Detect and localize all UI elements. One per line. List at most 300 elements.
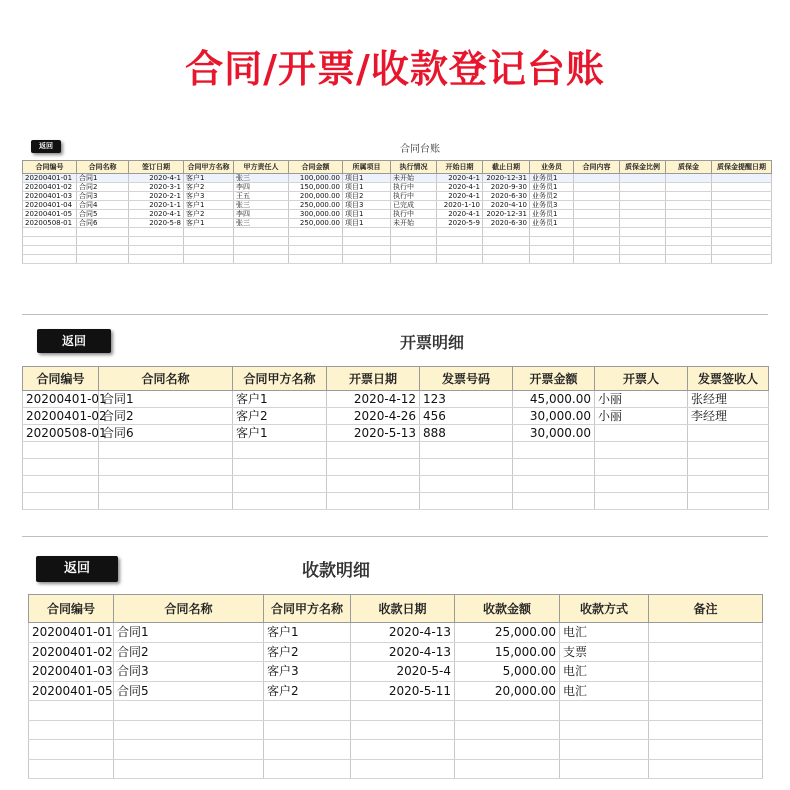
table-cell[interactable] bbox=[666, 228, 712, 237]
table-cell[interactable] bbox=[620, 210, 666, 219]
table-cell[interactable]: 2020-4-12 bbox=[327, 391, 420, 408]
table-cell[interactable] bbox=[77, 237, 129, 246]
table-cell[interactable] bbox=[560, 740, 649, 760]
table-cell[interactable] bbox=[688, 442, 769, 459]
table-cell[interactable]: 2020-6-30 bbox=[483, 192, 530, 201]
table-cell[interactable]: 2020-5-9 bbox=[437, 219, 483, 228]
section-divider bbox=[22, 536, 768, 537]
table-cell[interactable] bbox=[29, 720, 114, 740]
table-cell[interactable] bbox=[455, 701, 560, 721]
table-cell[interactable]: 250,000.00 bbox=[289, 201, 343, 210]
column-header: 合同编号 bbox=[23, 367, 99, 391]
table-cell[interactable] bbox=[620, 183, 666, 192]
invoice-back-button[interactable]: 返回 bbox=[37, 329, 111, 353]
table-cell[interactable]: 300,000.00 bbox=[289, 210, 343, 219]
table-cell[interactable] bbox=[351, 701, 455, 721]
table-cell[interactable]: 20200401-02 bbox=[29, 642, 114, 662]
table-cell[interactable] bbox=[437, 246, 483, 255]
table-row[interactable] bbox=[23, 219, 772, 228]
table-cell[interactable] bbox=[234, 246, 289, 255]
table-cell[interactable] bbox=[343, 228, 391, 237]
contract-ledger-title: 合同台账 bbox=[400, 144, 440, 155]
column-header: 发票签收人 bbox=[688, 367, 769, 391]
table-cell[interactable] bbox=[23, 442, 99, 459]
table-cell[interactable]: 已完成 bbox=[391, 201, 437, 210]
table-row[interactable] bbox=[29, 662, 763, 682]
table-cell[interactable]: 项目1 bbox=[343, 219, 391, 228]
table-cell[interactable]: 123 bbox=[420, 391, 513, 408]
table-cell[interactable]: 2020-4-1 bbox=[437, 183, 483, 192]
table-cell[interactable] bbox=[688, 425, 769, 442]
table-cell[interactable]: 合同2 bbox=[114, 642, 264, 662]
table-cell[interactable] bbox=[184, 237, 234, 246]
table-cell[interactable] bbox=[264, 720, 351, 740]
table-row[interactable] bbox=[23, 192, 772, 201]
table-cell[interactable]: 456 bbox=[420, 408, 513, 425]
table-cell[interactable]: 业务员1 bbox=[530, 210, 574, 219]
table-cell[interactable] bbox=[351, 759, 455, 779]
table-cell[interactable]: 客户2 bbox=[264, 681, 351, 701]
table-cell[interactable] bbox=[114, 720, 264, 740]
table-cell[interactable]: 李经理 bbox=[688, 408, 769, 425]
table-row[interactable] bbox=[23, 201, 772, 210]
table-cell[interactable]: 20200401-01 bbox=[23, 174, 77, 183]
table-cell[interactable] bbox=[574, 255, 620, 264]
table-cell[interactable] bbox=[560, 701, 649, 721]
table-cell[interactable]: 20200508-01 bbox=[23, 219, 77, 228]
table-cell[interactable]: 张经理 bbox=[688, 391, 769, 408]
table-cell[interactable]: 张三 bbox=[234, 174, 289, 183]
table-row[interactable] bbox=[23, 408, 769, 425]
empty-row[interactable] bbox=[23, 476, 769, 493]
table-cell[interactable]: 电汇 bbox=[560, 662, 649, 682]
table-cell[interactable]: 合同3 bbox=[77, 192, 129, 201]
table-cell[interactable]: 项目3 bbox=[343, 201, 391, 210]
table-cell[interactable] bbox=[233, 476, 327, 493]
table-cell[interactable]: 客户1 bbox=[184, 174, 234, 183]
table-cell[interactable] bbox=[437, 255, 483, 264]
table-cell[interactable]: 执行中 bbox=[391, 210, 437, 219]
table-cell[interactable] bbox=[712, 228, 772, 237]
table-cell[interactable]: 2020-5-8 bbox=[129, 219, 184, 228]
table-cell[interactable]: 20200401-04 bbox=[23, 201, 77, 210]
table-cell[interactable]: 250,000.00 bbox=[289, 219, 343, 228]
table-cell[interactable] bbox=[343, 246, 391, 255]
table-cell[interactable]: 100,000.00 bbox=[289, 174, 343, 183]
table-cell[interactable] bbox=[234, 237, 289, 246]
table-cell[interactable] bbox=[455, 759, 560, 779]
table-cell[interactable] bbox=[595, 476, 688, 493]
table-cell[interactable]: 支票 bbox=[560, 642, 649, 662]
table-cell[interactable] bbox=[289, 255, 343, 264]
table-cell[interactable]: 合同6 bbox=[99, 425, 233, 442]
table-cell[interactable]: 2020-6-30 bbox=[483, 219, 530, 228]
table-cell[interactable] bbox=[513, 493, 595, 510]
empty-row[interactable] bbox=[23, 228, 772, 237]
table-cell[interactable] bbox=[29, 701, 114, 721]
table-cell[interactable]: 合同4 bbox=[77, 201, 129, 210]
table-cell[interactable]: 30,000.00 bbox=[513, 408, 595, 425]
table-cell[interactable]: 业务员1 bbox=[530, 174, 574, 183]
table-cell[interactable] bbox=[712, 210, 772, 219]
table-cell[interactable] bbox=[712, 174, 772, 183]
table-cell[interactable]: 小丽 bbox=[595, 408, 688, 425]
table-cell[interactable] bbox=[712, 219, 772, 228]
table-cell[interactable]: 张三 bbox=[234, 219, 289, 228]
table-cell[interactable] bbox=[649, 701, 763, 721]
table-cell[interactable]: 合同2 bbox=[77, 183, 129, 192]
table-cell[interactable] bbox=[483, 246, 530, 255]
table-cell[interactable]: 20200401-01 bbox=[29, 623, 114, 643]
table-cell[interactable] bbox=[649, 720, 763, 740]
table-cell[interactable]: 200,000.00 bbox=[289, 192, 343, 201]
table-cell[interactable]: 客户3 bbox=[184, 192, 234, 201]
table-cell[interactable]: 20200401-05 bbox=[29, 681, 114, 701]
table-cell[interactable] bbox=[649, 740, 763, 760]
table-cell[interactable]: 合同2 bbox=[99, 408, 233, 425]
table-cell[interactable] bbox=[99, 442, 233, 459]
table-cell[interactable]: 2020-4-13 bbox=[351, 623, 455, 643]
empty-row[interactable] bbox=[29, 720, 763, 740]
table-cell[interactable]: 25,000.00 bbox=[455, 623, 560, 643]
table-cell[interactable]: 客户3 bbox=[264, 662, 351, 682]
table-cell[interactable]: 电汇 bbox=[560, 623, 649, 643]
table-cell[interactable] bbox=[129, 237, 184, 246]
table-cell[interactable]: 合同1 bbox=[114, 623, 264, 643]
table-cell[interactable] bbox=[595, 493, 688, 510]
table-cell[interactable] bbox=[391, 255, 437, 264]
table-cell[interactable]: 20200401-01 bbox=[23, 391, 99, 408]
table-cell[interactable] bbox=[483, 237, 530, 246]
table-cell[interactable]: 5,000.00 bbox=[455, 662, 560, 682]
table-cell[interactable] bbox=[649, 623, 763, 643]
table-cell[interactable] bbox=[620, 237, 666, 246]
table-cell[interactable]: 15,000.00 bbox=[455, 642, 560, 662]
table-cell[interactable] bbox=[666, 201, 712, 210]
table-cell[interactable] bbox=[620, 255, 666, 264]
table-cell[interactable]: 客户2 bbox=[184, 210, 234, 219]
table-cell[interactable] bbox=[712, 255, 772, 264]
table-cell[interactable] bbox=[574, 237, 620, 246]
table-cell[interactable] bbox=[574, 183, 620, 192]
table-cell[interactable] bbox=[712, 183, 772, 192]
table-cell[interactable] bbox=[129, 228, 184, 237]
table-cell[interactable] bbox=[289, 228, 343, 237]
table-cell[interactable] bbox=[620, 246, 666, 255]
table-cell[interactable]: 未开始 bbox=[391, 174, 437, 183]
table-cell[interactable]: 20,000.00 bbox=[455, 681, 560, 701]
table-cell[interactable] bbox=[574, 219, 620, 228]
table-cell[interactable] bbox=[351, 740, 455, 760]
table-cell[interactable] bbox=[77, 255, 129, 264]
table-cell[interactable] bbox=[29, 740, 114, 760]
table-cell[interactable] bbox=[233, 493, 327, 510]
table-cell[interactable] bbox=[649, 642, 763, 662]
table-row[interactable] bbox=[29, 642, 763, 662]
table-cell[interactable] bbox=[114, 740, 264, 760]
table-cell[interactable]: 888 bbox=[420, 425, 513, 442]
table-cell[interactable]: 20200401-03 bbox=[23, 192, 77, 201]
table-cell[interactable] bbox=[649, 759, 763, 779]
table-cell[interactable] bbox=[129, 255, 184, 264]
table-cell[interactable] bbox=[289, 237, 343, 246]
table-cell[interactable] bbox=[184, 228, 234, 237]
table-cell[interactable]: 2020-4-26 bbox=[327, 408, 420, 425]
table-cell[interactable] bbox=[483, 228, 530, 237]
table-cell[interactable] bbox=[688, 493, 769, 510]
payment-back-button[interactable]: 返回 bbox=[36, 556, 118, 582]
table-cell[interactable] bbox=[712, 192, 772, 201]
table-cell[interactable]: 执行中 bbox=[391, 192, 437, 201]
table-cell[interactable]: 执行中 bbox=[391, 183, 437, 192]
table-cell[interactable] bbox=[234, 228, 289, 237]
empty-row[interactable] bbox=[23, 237, 772, 246]
table-cell[interactable] bbox=[649, 662, 763, 682]
column-header: 合同甲方名称 bbox=[184, 161, 234, 174]
table-cell[interactable] bbox=[666, 246, 712, 255]
table-cell[interactable] bbox=[666, 255, 712, 264]
table-cell[interactable] bbox=[114, 759, 264, 779]
table-cell[interactable] bbox=[327, 476, 420, 493]
table-cell[interactable]: 客户1 bbox=[184, 219, 234, 228]
table-cell[interactable] bbox=[420, 459, 513, 476]
table-cell[interactable] bbox=[264, 740, 351, 760]
table-row[interactable] bbox=[23, 425, 769, 442]
table-cell[interactable]: 项目1 bbox=[343, 183, 391, 192]
table-cell[interactable] bbox=[620, 219, 666, 228]
table-cell[interactable] bbox=[420, 493, 513, 510]
empty-row[interactable] bbox=[29, 701, 763, 721]
payment-header-row bbox=[29, 595, 763, 623]
table-cell[interactable] bbox=[688, 459, 769, 476]
table-cell[interactable]: 45,000.00 bbox=[513, 391, 595, 408]
table-cell[interactable]: 业务员2 bbox=[530, 192, 574, 201]
table-cell[interactable] bbox=[23, 476, 99, 493]
table-cell[interactable] bbox=[327, 442, 420, 459]
table-cell[interactable] bbox=[620, 192, 666, 201]
table-row[interactable] bbox=[23, 391, 769, 408]
table-cell[interactable] bbox=[234, 255, 289, 264]
table-cell[interactable] bbox=[23, 237, 77, 246]
table-cell[interactable]: 20200508-01 bbox=[23, 425, 99, 442]
table-cell[interactable] bbox=[23, 246, 77, 255]
table-row[interactable] bbox=[23, 174, 772, 183]
table-row[interactable] bbox=[23, 210, 772, 219]
table-cell[interactable]: 合同1 bbox=[77, 174, 129, 183]
table-row[interactable] bbox=[23, 183, 772, 192]
table-cell[interactable] bbox=[666, 192, 712, 201]
table-cell[interactable] bbox=[391, 237, 437, 246]
table-cell[interactable] bbox=[233, 459, 327, 476]
table-cell[interactable] bbox=[574, 174, 620, 183]
table-cell[interactable] bbox=[23, 459, 99, 476]
table-cell[interactable]: 2020-4-1 bbox=[437, 174, 483, 183]
table-cell[interactable]: 2020-9-30 bbox=[483, 183, 530, 192]
table-cell[interactable] bbox=[574, 210, 620, 219]
table-cell[interactable]: 2020-4-13 bbox=[351, 642, 455, 662]
table-cell[interactable] bbox=[420, 476, 513, 493]
table-cell[interactable]: 合同6 bbox=[77, 219, 129, 228]
table-cell[interactable] bbox=[184, 255, 234, 264]
empty-row[interactable] bbox=[23, 255, 772, 264]
table-cell[interactable] bbox=[513, 442, 595, 459]
table-cell[interactable]: 小丽 bbox=[595, 391, 688, 408]
table-cell[interactable] bbox=[437, 228, 483, 237]
table-cell[interactable] bbox=[343, 237, 391, 246]
table-cell[interactable] bbox=[560, 720, 649, 740]
table-cell[interactable] bbox=[574, 192, 620, 201]
table-cell[interactable]: 李四 bbox=[234, 210, 289, 219]
table-cell[interactable] bbox=[391, 228, 437, 237]
table-cell[interactable]: 2020-12-31 bbox=[483, 174, 530, 183]
table-row[interactable] bbox=[29, 681, 763, 701]
empty-row[interactable] bbox=[23, 246, 772, 255]
table-cell[interactable] bbox=[129, 246, 184, 255]
table-cell[interactable]: 合同3 bbox=[114, 662, 264, 682]
table-cell[interactable] bbox=[264, 759, 351, 779]
table-cell[interactable] bbox=[327, 493, 420, 510]
table-cell[interactable] bbox=[712, 246, 772, 255]
table-cell[interactable]: 电汇 bbox=[560, 681, 649, 701]
table-cell[interactable] bbox=[595, 459, 688, 476]
table-cell[interactable]: 20200401-05 bbox=[23, 210, 77, 219]
table-cell[interactable]: 2020-4-1 bbox=[437, 210, 483, 219]
table-cell[interactable] bbox=[343, 255, 391, 264]
table-cell[interactable] bbox=[620, 174, 666, 183]
table-cell[interactable]: 2020-4-1 bbox=[129, 210, 184, 219]
table-cell[interactable] bbox=[530, 237, 574, 246]
table-cell[interactable] bbox=[666, 219, 712, 228]
table-cell[interactable] bbox=[513, 459, 595, 476]
table-cell[interactable]: 2020-2-1 bbox=[129, 192, 184, 201]
table-cell[interactable]: 客户2 bbox=[233, 408, 327, 425]
table-cell[interactable] bbox=[184, 246, 234, 255]
table-cell[interactable] bbox=[99, 476, 233, 493]
table-cell[interactable] bbox=[23, 228, 77, 237]
table-cell[interactable] bbox=[420, 442, 513, 459]
invoice-header-row bbox=[23, 367, 769, 391]
table-cell[interactable]: 客户1 bbox=[264, 623, 351, 643]
table-cell[interactable]: 20200401-03 bbox=[29, 662, 114, 682]
table-cell[interactable] bbox=[455, 720, 560, 740]
table-cell[interactable]: 项目1 bbox=[343, 210, 391, 219]
table-cell[interactable] bbox=[391, 246, 437, 255]
table-cell[interactable]: 2020-5-4 bbox=[351, 662, 455, 682]
table-cell[interactable]: 20200401-02 bbox=[23, 408, 99, 425]
table-cell[interactable]: 2020-4-1 bbox=[437, 192, 483, 201]
table-cell[interactable]: 2020-5-11 bbox=[351, 681, 455, 701]
contract-back-button[interactable]: 返回 bbox=[31, 140, 61, 153]
table-cell[interactable] bbox=[620, 201, 666, 210]
table-cell[interactable] bbox=[574, 228, 620, 237]
table-cell[interactable] bbox=[530, 255, 574, 264]
table-cell[interactable] bbox=[77, 228, 129, 237]
table-cell[interactable] bbox=[620, 228, 666, 237]
table-cell[interactable] bbox=[23, 255, 77, 264]
table-cell[interactable]: 合同5 bbox=[77, 210, 129, 219]
table-cell[interactable] bbox=[289, 246, 343, 255]
table-cell[interactable]: 合同1 bbox=[99, 391, 233, 408]
table-cell[interactable]: 项目1 bbox=[343, 174, 391, 183]
table-cell[interactable] bbox=[666, 237, 712, 246]
column-header: 质保金 bbox=[666, 161, 712, 174]
table-cell[interactable]: 2020-5-13 bbox=[327, 425, 420, 442]
invoice-panel-title: 开票明细 bbox=[400, 333, 465, 352]
empty-row[interactable] bbox=[23, 459, 769, 476]
table-cell[interactable] bbox=[264, 701, 351, 721]
table-cell[interactable]: 150,000.00 bbox=[289, 183, 343, 192]
table-cell[interactable]: 合同5 bbox=[114, 681, 264, 701]
table-cell[interactable]: 业务员1 bbox=[530, 183, 574, 192]
table-cell[interactable]: 王五 bbox=[234, 192, 289, 201]
table-cell[interactable] bbox=[29, 759, 114, 779]
table-cell[interactable]: 客户2 bbox=[264, 642, 351, 662]
table-cell[interactable]: 30,000.00 bbox=[513, 425, 595, 442]
table-cell[interactable]: 业务员3 bbox=[530, 201, 574, 210]
table-cell[interactable] bbox=[327, 459, 420, 476]
table-cell[interactable]: 2020-1-1 bbox=[129, 201, 184, 210]
empty-row[interactable] bbox=[23, 442, 769, 459]
table-cell[interactable]: 2020-12-31 bbox=[483, 210, 530, 219]
table-cell[interactable] bbox=[666, 174, 712, 183]
empty-row[interactable] bbox=[29, 759, 763, 779]
table-cell[interactable]: 客户1 bbox=[233, 391, 327, 408]
table-cell[interactable] bbox=[351, 720, 455, 740]
table-cell[interactable] bbox=[513, 476, 595, 493]
table-cell[interactable]: 2020-1-10 bbox=[437, 201, 483, 210]
table-cell[interactable]: 客户1 bbox=[184, 201, 234, 210]
column-header: 收款日期 bbox=[351, 595, 455, 623]
table-cell[interactable] bbox=[574, 246, 620, 255]
table-cell[interactable] bbox=[595, 442, 688, 459]
table-cell[interactable] bbox=[712, 201, 772, 210]
table-cell[interactable]: 2020-3-1 bbox=[129, 183, 184, 192]
table-cell[interactable] bbox=[666, 210, 712, 219]
table-cell[interactable]: 张三 bbox=[234, 201, 289, 210]
table-row[interactable] bbox=[29, 623, 763, 643]
table-cell[interactable] bbox=[114, 701, 264, 721]
table-cell[interactable] bbox=[455, 740, 560, 760]
table-cell[interactable] bbox=[437, 237, 483, 246]
table-cell[interactable]: 客户2 bbox=[184, 183, 234, 192]
empty-row[interactable] bbox=[29, 740, 763, 760]
table-cell[interactable] bbox=[99, 459, 233, 476]
table-cell[interactable] bbox=[99, 493, 233, 510]
table-cell[interactable] bbox=[666, 183, 712, 192]
table-cell[interactable]: 未开始 bbox=[391, 219, 437, 228]
empty-row[interactable] bbox=[23, 493, 769, 510]
table-cell[interactable]: 2020-4-10 bbox=[483, 201, 530, 210]
table-cell[interactable] bbox=[77, 246, 129, 255]
table-cell[interactable]: 项目2 bbox=[343, 192, 391, 201]
table-cell[interactable] bbox=[233, 442, 327, 459]
table-cell[interactable] bbox=[530, 228, 574, 237]
table-cell[interactable] bbox=[649, 681, 763, 701]
table-cell[interactable] bbox=[688, 476, 769, 493]
table-cell[interactable] bbox=[530, 246, 574, 255]
table-cell[interactable] bbox=[712, 237, 772, 246]
table-cell[interactable] bbox=[560, 759, 649, 779]
table-cell[interactable]: 李四 bbox=[234, 183, 289, 192]
table-cell[interactable]: 业务员1 bbox=[530, 219, 574, 228]
table-cell[interactable] bbox=[23, 493, 99, 510]
table-cell[interactable]: 20200401-02 bbox=[23, 183, 77, 192]
table-cell[interactable] bbox=[574, 201, 620, 210]
table-cell[interactable]: 客户1 bbox=[233, 425, 327, 442]
table-cell[interactable] bbox=[483, 255, 530, 264]
table-cell[interactable] bbox=[595, 425, 688, 442]
table-cell[interactable]: 2020-4-1 bbox=[129, 174, 184, 183]
